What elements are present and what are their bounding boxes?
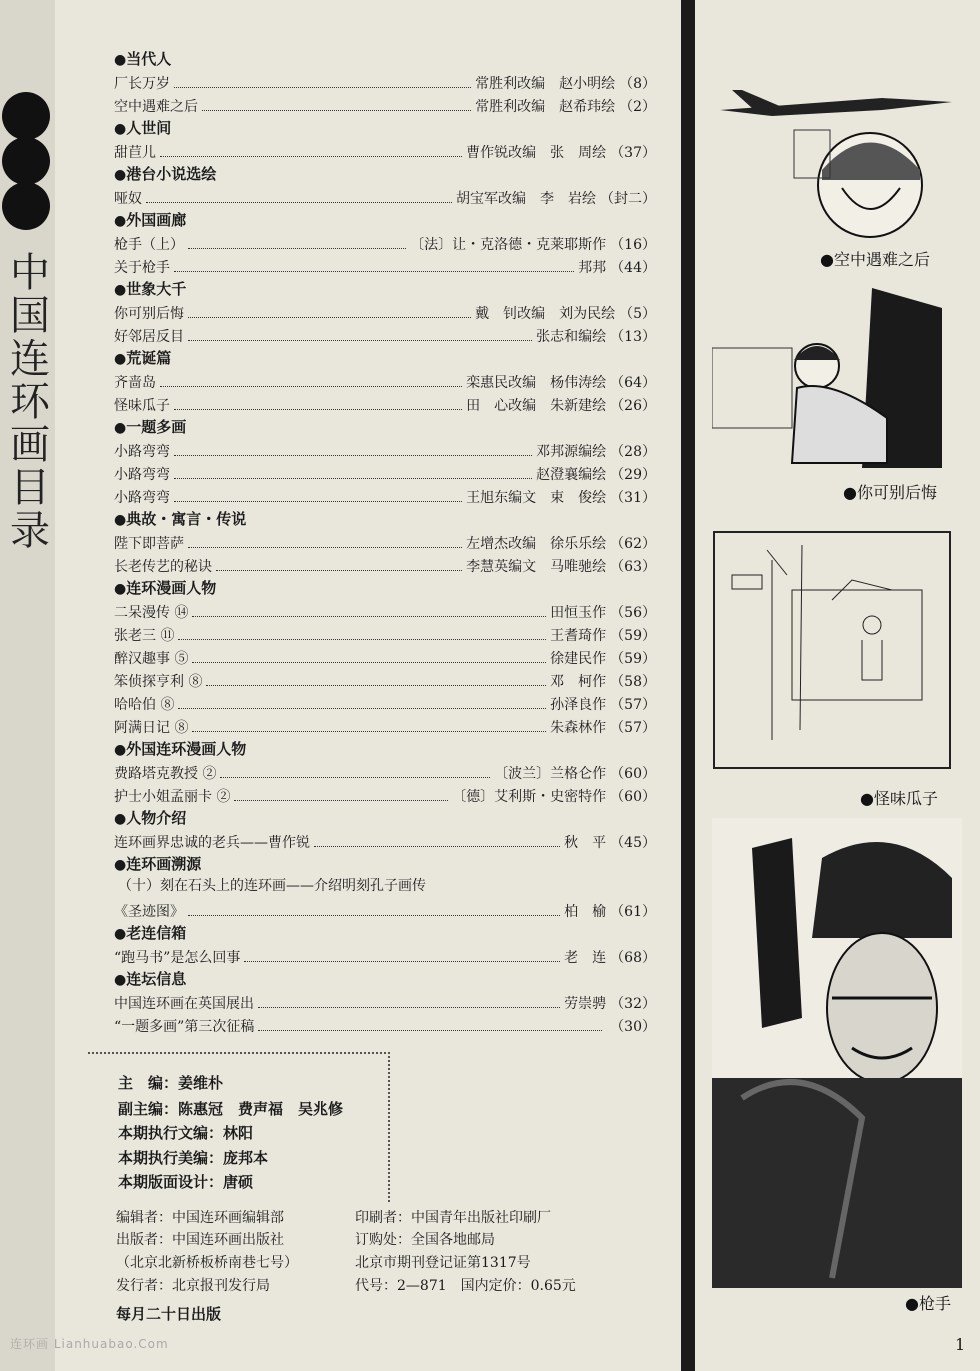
illustration-woman [712,288,942,468]
dot-leader [192,616,546,617]
section-title: 荒诞篇 [126,349,172,367]
section-heading [114,922,656,945]
toc-entry-title[interactable]: （十）刻在石头上的连环画——介绍明刻孔子画传 [118,878,426,894]
toc-entry-title: 厂长万岁 [114,76,170,92]
toc-entry-credit: 〔波兰〕兰格仑作 [494,766,607,782]
toc-entry[interactable] [114,623,656,646]
toc-entry[interactable] [114,393,656,416]
dot-leader [188,317,471,318]
toc-entry-credit: 劳崇骋 [564,996,607,1012]
toc-entry-credit: 朱森林作 [550,720,607,736]
distributor-info: 发行者：北京报刊发行局 [116,1278,270,1294]
toc-entry-title: 哑奴 [114,191,142,207]
page-number: 1 [955,1335,966,1354]
toc-entry[interactable] [114,646,656,669]
toc-entry-credit: 常胜利改编 赵希玮绘 [475,99,616,115]
publication-note: 每月二十日出版 [116,1305,222,1323]
toc-entry[interactable] [114,991,656,1014]
toc-entry-title: 护士小姐孟丽卡 ② [114,789,231,805]
toc-entry-title: 哈哈伯 ⑧ [114,697,175,713]
toc-entry[interactable] [114,715,656,738]
dot-leader [174,271,574,272]
toc-entry[interactable] [114,784,656,807]
toc-entry-title: 齐啬岛 [114,375,156,391]
toc-entry-credit: 〔德〕艾利斯・史密特作 [452,789,607,805]
dot-leader [160,386,462,387]
address-info: （北京北新桥板桥南巷七号） [116,1255,298,1271]
toc-entry-credit: 胡宝军改编 李 岩绘 [456,191,596,207]
section-title: 外国连环漫画人物 [126,740,247,758]
toc-entry-credit: 邓 柯作 [550,674,607,690]
dot-leader [178,639,546,640]
bullet-icon: ● [114,420,127,436]
toc-entry-title: 怪味瓜子 [114,398,170,414]
toc-entry[interactable] [114,140,656,163]
toc-entry-credit: 王旭东编文 束 俊绘 [466,490,607,506]
bullet-icon: ● [114,512,127,528]
toc-entry-page: （32） [610,996,656,1012]
section-heading [114,117,656,140]
toc-entry-credit: 老 连 [564,950,607,966]
side-title-char: 国 [10,293,50,339]
toc-entry-title: 陛下即菩萨 [114,536,184,552]
toc-entry-credit: 邓邦源编绘 [536,444,607,460]
section-heading [114,416,656,439]
toc-entry[interactable] [114,232,656,255]
toc-entry[interactable] [114,71,656,94]
toc-entry[interactable] [114,94,656,117]
toc-entry[interactable] [114,462,656,485]
toc-entry-page: （44） [610,260,656,276]
bullet-icon: ● [114,926,127,942]
chief-editor: 主 编：姜维朴 [118,1074,224,1092]
toc-entry-title: 小路弯弯 [114,444,170,460]
toc-entry-title: 好邻居反目 [114,329,184,345]
toc-entry-title: 二呆漫传 ⑭ [114,605,189,621]
bullet-icon: ● [114,972,127,988]
bullet-icon: ● [114,121,127,137]
dot-leader [258,1007,560,1008]
toc-entry[interactable] [114,324,656,347]
illustration-gunman [712,818,962,1288]
toc-entry-page: （68） [610,950,656,966]
bullet-icon: ● [114,742,127,758]
bullet-dot-decoration [2,137,50,185]
toc-entry-title: “跑马书”是怎么回事 [114,950,241,966]
deputy-editors: 副主编：陈惠冠 费声福 吴兆修 [118,1100,344,1118]
order-info: 订购处：全国各地邮局 [355,1232,495,1248]
toc-entry-title: 醉汉趣事 ⑤ [114,651,189,667]
dot-leader [174,501,462,502]
toc-entry[interactable] [114,554,656,577]
toc-entry-page: （59） [610,628,656,644]
bullet-icon: ● [114,213,127,229]
toc-entry[interactable] [114,761,656,784]
dot-leader [178,708,546,709]
dot-leader [202,110,471,111]
table-of-contents [114,48,656,1037]
side-title-char: 目 [10,465,50,511]
toc-entry-title: 甜苣儿 [114,145,156,161]
toc-entry-page: （63） [610,559,656,575]
toc-entry[interactable] [114,899,656,922]
section-heading [114,278,656,301]
toc-entry-title: 费路塔克教授 ② [114,766,217,782]
toc-entry[interactable] [114,255,656,278]
dot-leader [174,478,532,479]
toc-entry-title: 《圣迹图》 [114,904,184,920]
dot-leader [188,915,560,916]
dot-leader [188,340,532,341]
toc-entry-page: （31） [610,490,656,506]
masthead-box [88,1052,390,1202]
bullet-icon: ● [114,581,127,597]
dot-leader [234,800,448,801]
toc-entry-page: （封二） [600,191,656,207]
code-price-info: 代号：2—871 国内定价：0.65元 [355,1278,576,1294]
toc-entry-credit: 李慧英编文 马唯驰绘 [466,559,607,575]
toc-entry-title: 中国连环画在英国展出 [114,996,254,1012]
dot-leader [258,1030,602,1031]
side-title-char: 画 [10,422,50,468]
bullet-icon: ● [114,857,127,873]
dot-leader [188,248,406,249]
toc-entry-page: （61） [610,904,656,920]
toc-entry-page: （56） [610,605,656,621]
caption-1: ●空中遇难之后 [820,250,930,269]
section-heading [114,738,656,761]
section-title: 外国画廊 [126,211,187,229]
side-title-char: 环 [10,379,50,425]
toc-entry-page: （59） [610,651,656,667]
registration-info: 北京市期刊登记证第1317号 [355,1255,531,1271]
toc-entry[interactable] [114,692,656,715]
side-title-char: 录 [10,508,50,554]
dot-leader [174,87,471,88]
dot-leader [160,156,462,157]
section-heading [114,48,656,71]
toc-entry[interactable] [114,485,656,508]
section-title: 连坛信息 [126,970,187,988]
toc-entry-title: 关于枪手 [114,260,170,276]
toc-entry-title: 枪手（上） [114,237,184,253]
bullet-icon: ● [114,282,127,298]
toc-entry-page: （8） [619,76,656,92]
toc-entry-credit: 柏 榆 [564,904,607,920]
toc-entry-page: （62） [610,536,656,552]
toc-entry-credit: 田恒玉作 [550,605,607,621]
layout-designer: 本期版面设计：唐硕 [118,1173,254,1191]
toc-entry-page: （30） [610,1019,656,1035]
toc-entry-title: 小路弯弯 [114,490,170,506]
toc-entry-title: 空中遇难之后 [114,99,198,115]
dot-leader [216,570,462,571]
editor-info: 编辑者：中国连环画编辑部 [116,1210,284,1226]
dot-leader [244,961,560,962]
toc-entry-credit: 徐建民作 [550,651,607,667]
section-title: 港台小说选绘 [126,165,217,183]
bullet-icon: ● [114,811,127,827]
toc-entry-credit: 王耆琦作 [550,628,607,644]
toc-entry-credit: 田 心改编 朱新建绘 [466,398,607,414]
section-title: 连环画溯源 [126,855,202,873]
section-title: 当代人 [126,50,172,68]
dot-leader [314,846,560,847]
toc-entry-page: （28） [610,444,656,460]
section-heading [114,968,656,991]
dot-leader [174,409,462,410]
illustration-pilot [712,80,962,240]
side-title [8,252,52,553]
dot-leader [174,455,532,456]
toc-entry-title: 长老传艺的秘诀 [114,559,212,575]
section-title: 连环漫画人物 [126,579,217,597]
toc-entry-page: （16） [610,237,656,253]
dot-leader [146,202,452,203]
section-heading [114,347,656,370]
toc-entry[interactable] [114,669,656,692]
caption-2: ●你可别后悔 [843,483,937,502]
toc-entry[interactable] [114,945,656,968]
illustration-sketch [712,530,952,770]
toc-entry-title: “一题多画”第三次征稿 [114,1019,255,1035]
dot-leader [206,685,546,686]
toc-entry-credit: 赵澄襄编绘 [536,467,607,483]
toc-entry-page: （37） [610,145,656,161]
bullet-icon: ● [114,167,127,183]
toc-entry-title: 阿满日记 ⑧ [114,720,189,736]
section-title: 世象大千 [126,280,187,298]
toc-entry-credit: 〔法〕让・克洛德・克莱耶斯作 [410,237,607,253]
toc-entry-credit: 张志和编绘 [536,329,607,345]
section-title: 人世间 [126,119,172,137]
toc-entry[interactable] [114,439,656,462]
bullet-icon: ● [114,351,127,367]
toc-entry[interactable] [114,1014,656,1037]
toc-entry-credit: 孙泽良作 [550,697,607,713]
section-heading [114,209,656,232]
publisher-info: 出版者：中国连环画出版社 [116,1232,284,1248]
toc-entry-title: 笨侦探亨利 ⑧ [114,674,203,690]
caption-3: ●怪味瓜子 [860,789,938,808]
toc-entry-title: 张老三 ⑪ [114,628,175,644]
watermark: 连环画 Lianhuabao.Com [10,1337,169,1351]
toc-entry-page: （2） [619,99,656,115]
section-heading [114,853,656,876]
section-title: 一题多画 [126,418,187,436]
toc-entry-page: （60） [610,789,656,805]
section-heading [114,577,656,600]
section-heading [114,807,656,830]
toc-entry-credit: 邦邦 [578,260,607,276]
caption-4: ●枪手 [905,1294,951,1313]
section-heading [114,163,656,186]
toc-entry-title: 连环画界忠诚的老兵——曹作锐 [114,835,310,851]
toc-entry-credit: 戴 钊改编 刘为民绘 [475,306,616,322]
toc-entry[interactable] [114,600,656,623]
bullet-icon: ● [114,52,127,68]
bullet-dot-decoration [2,92,50,140]
toc-entry-credit: 秋 平 [564,835,607,851]
toc-entry-title: 你可别后悔 [114,306,184,322]
dot-leader [220,777,490,778]
bullet-dot-decoration [2,182,50,230]
toc-entry-page: （45） [610,835,656,851]
toc-entry-credit: 栾惠民改编 杨伟涛绘 [466,375,607,391]
toc-entry-page: （64） [610,375,656,391]
section-title: 人物介绍 [126,809,187,827]
toc-entry[interactable] [114,830,656,853]
dot-leader [188,547,462,548]
section-title: 老连信箱 [126,924,187,942]
toc-entry-credit: 常胜利改编 赵小明绘 [475,76,616,92]
side-title-char: 中 [10,250,50,296]
toc-entry[interactable] [114,301,656,324]
toc-entry[interactable] [114,531,656,554]
toc-entry-page: （5） [619,306,656,322]
toc-entry-credit: 左增杰改编 徐乐乐绘 [466,536,607,552]
section-heading [114,508,656,531]
toc-entry-title: 小路弯弯 [114,467,170,483]
dot-leader [192,662,546,663]
toc-entry-page: （58） [610,674,656,690]
printer-info: 印刷者：中国青年出版社印刷厂 [355,1210,551,1226]
toc-entry-page: （57） [610,697,656,713]
section-title: 典故・寓言・传说 [126,510,247,528]
toc-entry[interactable] [114,370,656,393]
dot-leader [192,731,546,732]
toc-entry-page: （26） [610,398,656,414]
toc-entry-page: （57） [610,720,656,736]
side-title-char: 连 [10,336,50,382]
toc-entry-page: （13） [610,329,656,345]
toc-entry-page: （29） [610,467,656,483]
executive-text-editor: 本期执行文编：林阳 [118,1124,254,1142]
vertical-divider [681,0,695,1371]
toc-entry[interactable] [114,186,656,209]
toc-entry-credit: 曹作锐改编 张 周绘 [466,145,607,161]
executive-art-editor: 本期执行美编：庞邦本 [118,1149,269,1167]
toc-entry-page: （60） [610,766,656,782]
